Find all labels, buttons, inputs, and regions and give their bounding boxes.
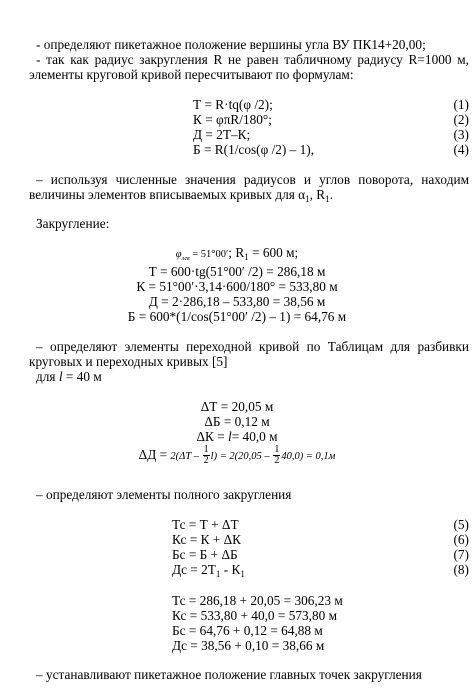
formula-row bbox=[0, 142, 474, 157]
formula-number: (8) bbox=[453, 562, 469, 577]
formula-row bbox=[0, 547, 474, 562]
phi-subscript: лев bbox=[181, 256, 190, 262]
l-symbol: l bbox=[58, 369, 63, 384]
fraction-denominator: 2 bbox=[203, 455, 209, 467]
dc-pre: Дс = 2Т bbox=[172, 562, 216, 577]
formula-number: (2) bbox=[453, 112, 469, 127]
result-line: Дс = 38,56 + 0,10 = 38,66 м bbox=[172, 638, 325, 653]
intro-line-1: - определяют пикетажное положение вершины угла ВУ ПК14+20,00; bbox=[36, 37, 426, 52]
dc-subscript: 1 bbox=[240, 569, 245, 579]
for-l-pre: для bbox=[36, 369, 59, 384]
formula-expr: Бс = Б + ΔБ bbox=[172, 547, 238, 562]
rounding-label: Закругление: bbox=[36, 216, 110, 231]
fraction-half bbox=[273, 445, 280, 466]
result-line: Тс = 286,18 + 20,05 = 306,23 м bbox=[172, 593, 343, 608]
formula-expr: Кс = К + ΔК bbox=[172, 532, 242, 547]
result-row bbox=[0, 608, 474, 623]
delta-line: ΔТ = 20,05 м bbox=[200, 399, 274, 414]
dc-subscript: 1 bbox=[215, 569, 221, 579]
formula-row bbox=[0, 517, 474, 532]
r-subscript: 1 bbox=[325, 194, 330, 204]
delta-k-post: = 40,0 м bbox=[231, 429, 278, 444]
fraction-numerator: 1 bbox=[274, 444, 280, 456]
formula-expr bbox=[172, 562, 245, 577]
formula-number: (6) bbox=[453, 532, 469, 547]
para-full: – определяют элементы полного закругления bbox=[36, 487, 292, 502]
fraction-denominator: 2 bbox=[274, 455, 280, 467]
result-row bbox=[0, 593, 474, 608]
delta-d-unit: м bbox=[328, 451, 336, 462]
para-using bbox=[29, 172, 469, 202]
delta-d-line bbox=[0, 442, 474, 470]
delta-line: ΔБ = 0,12 м bbox=[204, 414, 270, 429]
formula-row bbox=[0, 97, 474, 112]
formula-expr: Д = 2Т–К; bbox=[193, 127, 251, 142]
calc-line: К = 51°00′·3,14·600/180° = 533,80 м bbox=[136, 279, 338, 294]
formula-expr: Б = R(1/cos(φ /2) – 1), bbox=[193, 142, 315, 157]
formula-row bbox=[0, 127, 474, 142]
delta-k-pre: ΔК = bbox=[196, 429, 229, 444]
formula-number: (5) bbox=[453, 517, 469, 532]
para-using-end: . bbox=[329, 187, 334, 202]
formula-row bbox=[0, 532, 474, 547]
delta-d-lhs: ΔД = bbox=[138, 447, 171, 462]
result-row bbox=[0, 623, 474, 638]
fraction-numerator: 1 bbox=[203, 444, 209, 456]
for-l-post: = 40 м bbox=[62, 369, 102, 384]
calc-line: Б = 600*(1/cos(51°00′ /2) – 1) = 64,76 м bbox=[127, 309, 347, 324]
result-row bbox=[0, 638, 474, 653]
phi-rest: ; R bbox=[228, 245, 245, 260]
l-symbol: l bbox=[210, 451, 214, 462]
alpha-subscript: 1 bbox=[305, 194, 310, 204]
formula-expr: Тс = Т + ΔТ bbox=[172, 517, 239, 532]
para-using-text: – используя численные значения радиусов и углов поворота, находим величины элементов вписываемых кривых для α bbox=[29, 172, 469, 202]
intro-line-2: - так как радиус закругления R не равен табличному радиусу R=1000 м, элементы круговой кривой пересчитывают по формулам: bbox=[29, 52, 469, 82]
dc-mid: - К bbox=[220, 562, 241, 577]
formula-expr: К = φπR/180°; bbox=[193, 112, 272, 127]
calc-line: Д = 2·286,18 – 533,80 = 38,56 м bbox=[148, 294, 326, 309]
para-last: – устанавливают пикетажное положение главных точек закругления bbox=[36, 667, 422, 682]
para-transition: – определяют элементы переходной кривой по Таблицам для разбивки круговых и переходных кривых [5] bbox=[29, 339, 469, 369]
formula-number: (1) bbox=[453, 97, 469, 112]
calc-line: Т = 600·tg(51°00′ /2) = 286,18 м bbox=[148, 264, 326, 279]
formula-row bbox=[0, 562, 474, 577]
l-symbol: l bbox=[228, 429, 232, 444]
for-l-line bbox=[36, 369, 474, 384]
para-using-tail: , R bbox=[309, 187, 326, 202]
phi-value: = 51°00′ bbox=[189, 249, 229, 260]
r-value: = 600 м; bbox=[248, 245, 299, 260]
phi-line bbox=[0, 245, 474, 262]
result-line: Бс = 64,76 + 0,12 = 64,88 м bbox=[172, 623, 323, 638]
fraction-half bbox=[203, 445, 210, 466]
delta-d-part: ) = 2(20,05 – bbox=[213, 451, 273, 462]
formula-number: (4) bbox=[453, 142, 469, 157]
delta-d-part: 40,0) = 0,1 bbox=[281, 451, 329, 462]
formula-row bbox=[0, 112, 474, 127]
result-line: Кс = 533,80 + 40,0 = 573,80 м bbox=[172, 608, 338, 623]
formula-number: (7) bbox=[453, 547, 469, 562]
phi-symbol: φ bbox=[175, 249, 182, 260]
formula-expr: Т = R·tq(φ /2); bbox=[193, 97, 273, 112]
r-subscript: 1 bbox=[244, 252, 249, 262]
formula-number: (3) bbox=[453, 127, 469, 142]
delta-d-part: 2(ΔТ – bbox=[170, 451, 202, 462]
